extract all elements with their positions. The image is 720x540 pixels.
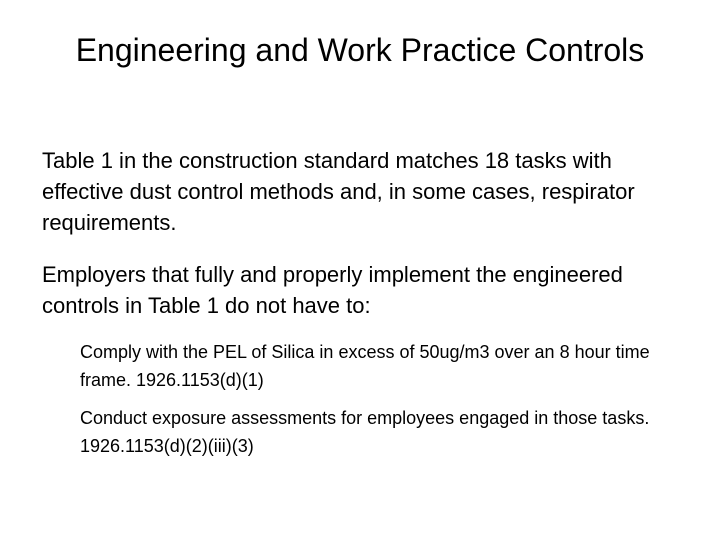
body-paragraph-table-1: Table 1 in the construction standard matches 18 tasks with effective dust control methods and, in some cases, respirator requirements. — [42, 148, 635, 235]
sub-item-comply-pel: Comply with the PEL of Silica in excess of 50ug/m3 over an 8 hour time frame. 1926.1153(d)(1) — [80, 342, 650, 390]
body-paragraph-employers: Employers that fully and properly implement the engineered controls in Table 1 do not have to: — [42, 262, 623, 318]
sub-item-exposure-assessments: Conduct exposure assessments for employees engaged in those tasks. 1926.1153(d)(2)(iii)(3) — [80, 408, 650, 456]
slide-title: Engineering and Work Practice Controls — [75, 32, 645, 68]
